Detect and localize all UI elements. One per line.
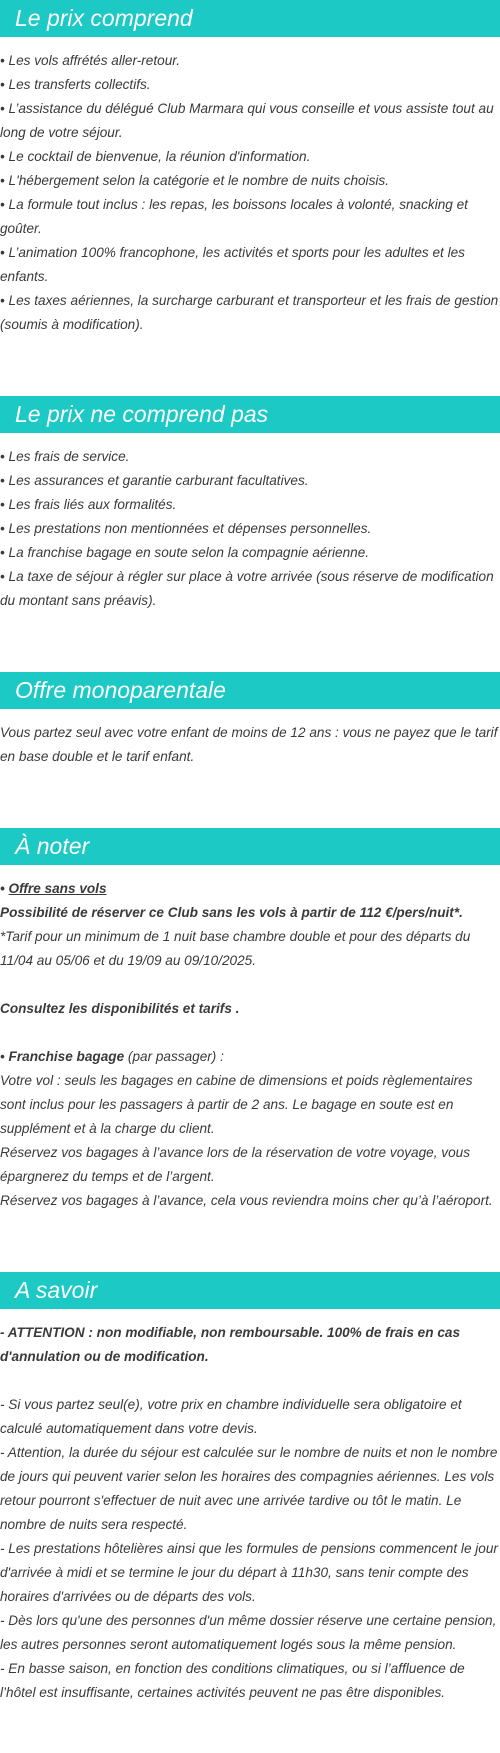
section-title: Le prix ne comprend pas — [0, 396, 500, 433]
section-title: Le prix comprend — [0, 0, 500, 37]
info-line: - Les prestations hôtelières ainsi que les formules de pensions commencent le jour d'arrivée à midi et se termine le jour du départ à 11h30, sans tenir compte des horaires d'arrivées ou de départs des vols. — [0, 1541, 498, 1604]
info-line: - Attention, la durée du séjour est calculée sur le nombre de nuits et non le nombre de jours qui peuvent varier selon les horaires des compagnies aériennes. Les vols retour pourront s'effectuer de nuit avec une arrivée tardive ou tôt le matin. Le nombre de nuits sera respecté. — [0, 1445, 498, 1532]
list-item: • La taxe de séjour à régler sur place à votre arrivée (sous réserve de modification du montant sans préavis). — [0, 565, 500, 613]
section-title: À noter — [0, 828, 500, 865]
section-title: Offre monoparentale — [0, 672, 500, 709]
list-item: • Le cocktail de bienvenue, la réunion d'information. — [0, 145, 500, 169]
section-body — [0, 709, 500, 769]
info-line: - Dès lors qu'une des personnes d'un même dossier réserve une certaine pension, les autres personnes seront automatiquement logés sous la même pension. — [0, 1613, 497, 1652]
franchise-line: Réservez vos bagages à l’avance, cela vous reviendra moins cher qu’à l’aéroport. — [0, 1193, 493, 1208]
offre-sans-vols-heading — [0, 877, 500, 901]
offre-sans-vols-price: Possibilité de réserver ce Club sans les vols à partir de 112 €/pers/nuit*. — [0, 905, 463, 920]
attention-paragraph: - ATTENTION : non modifiable, non remboursable. 100% de frais en cas d'annulation ou de modification. — [0, 1325, 461, 1364]
section-body — [0, 37, 500, 337]
consultez-link[interactable]: Consultez les disponibilités et tarifs . — [0, 1001, 240, 1016]
section-a-savoir — [0, 1272, 500, 1705]
franchise-line: Réservez vos bagages à l’avance lors de la réservation de votre voyage, vous épargnerez du temps et de l’argent. — [0, 1145, 470, 1184]
list-item: • La franchise bagage en soute selon la compagnie aérienne. — [0, 541, 500, 565]
list-item: • Les transferts collectifs. — [0, 73, 500, 97]
franchise-suffix: (par passager) : — [124, 1049, 224, 1064]
section-prix-ne-comprend-pas — [0, 396, 500, 613]
offre-sans-vols-note: *Tarif pour un minimum de 1 nuit base chambre double et pour des départs du 11/04 au 05/06 et du 19/09 au 09/10/2025. — [0, 929, 471, 968]
list-item: • Les frais liés aux formalités. — [0, 493, 500, 517]
info-line: - En basse saison, en fonction des conditions climatiques, ou si l’affluence de l’hôtel est insuffisante, certaines activités peuvent ne pas être disponibles. — [0, 1661, 465, 1700]
list-item: • La formule tout inclus : les repas, les boissons locales à volonté, snacking et goûter. — [0, 193, 500, 241]
section-title: A savoir — [0, 1272, 500, 1309]
paragraph: Vous partez seul avec votre enfant de moins de 12 ans : vous ne payez que le tarif en base double et le tarif enfant. — [0, 725, 498, 764]
list-item: • Les prestations non mentionnées et dépenses personnelles. — [0, 517, 500, 541]
section-body — [0, 1309, 500, 1705]
franchise-heading — [0, 1045, 500, 1069]
list-item: • Les vols affrétés aller-retour. — [0, 49, 500, 73]
offre-sans-vols-link[interactable]: Offre sans vols — [8, 881, 107, 896]
list-item: • L’assistance du délégué Club Marmara qui vous conseille et vous assiste tout au long de votre séjour. — [0, 97, 500, 145]
franchise-line: Votre vol : seuls les bagages en cabine de dimensions et poids règlementaires sont inclus pour les passagers à partir de 2 ans. Le bagage en soute est en supplément et à la charge du client. — [0, 1073, 473, 1136]
franchise-title: Franchise bagage — [8, 1049, 125, 1064]
section-offre-monoparentale — [0, 672, 500, 769]
list-item: • Les frais de service. — [0, 445, 500, 469]
list-item: • Les taxes aériennes, la surcharge carburant et transporteur et les frais de gestion (soumis à modification). — [0, 289, 500, 337]
section-prix-comprend — [0, 0, 500, 337]
section-body — [0, 433, 500, 613]
list-item: • Les assurances et garantie carburant facultatives. — [0, 469, 500, 493]
info-line: - Si vous partez seul(e), votre prix en chambre individuelle sera obligatoire et calculé automatiquement dans votre devis. — [0, 1397, 462, 1436]
list-item: • L’animation 100% francophone, les activités et sports pour les adultes et les enfants. — [0, 241, 500, 289]
section-a-noter — [0, 828, 500, 1213]
section-body — [0, 865, 500, 1213]
list-item: • L'hébergement selon la catégorie et le nombre de nuits choisis. — [0, 169, 500, 193]
